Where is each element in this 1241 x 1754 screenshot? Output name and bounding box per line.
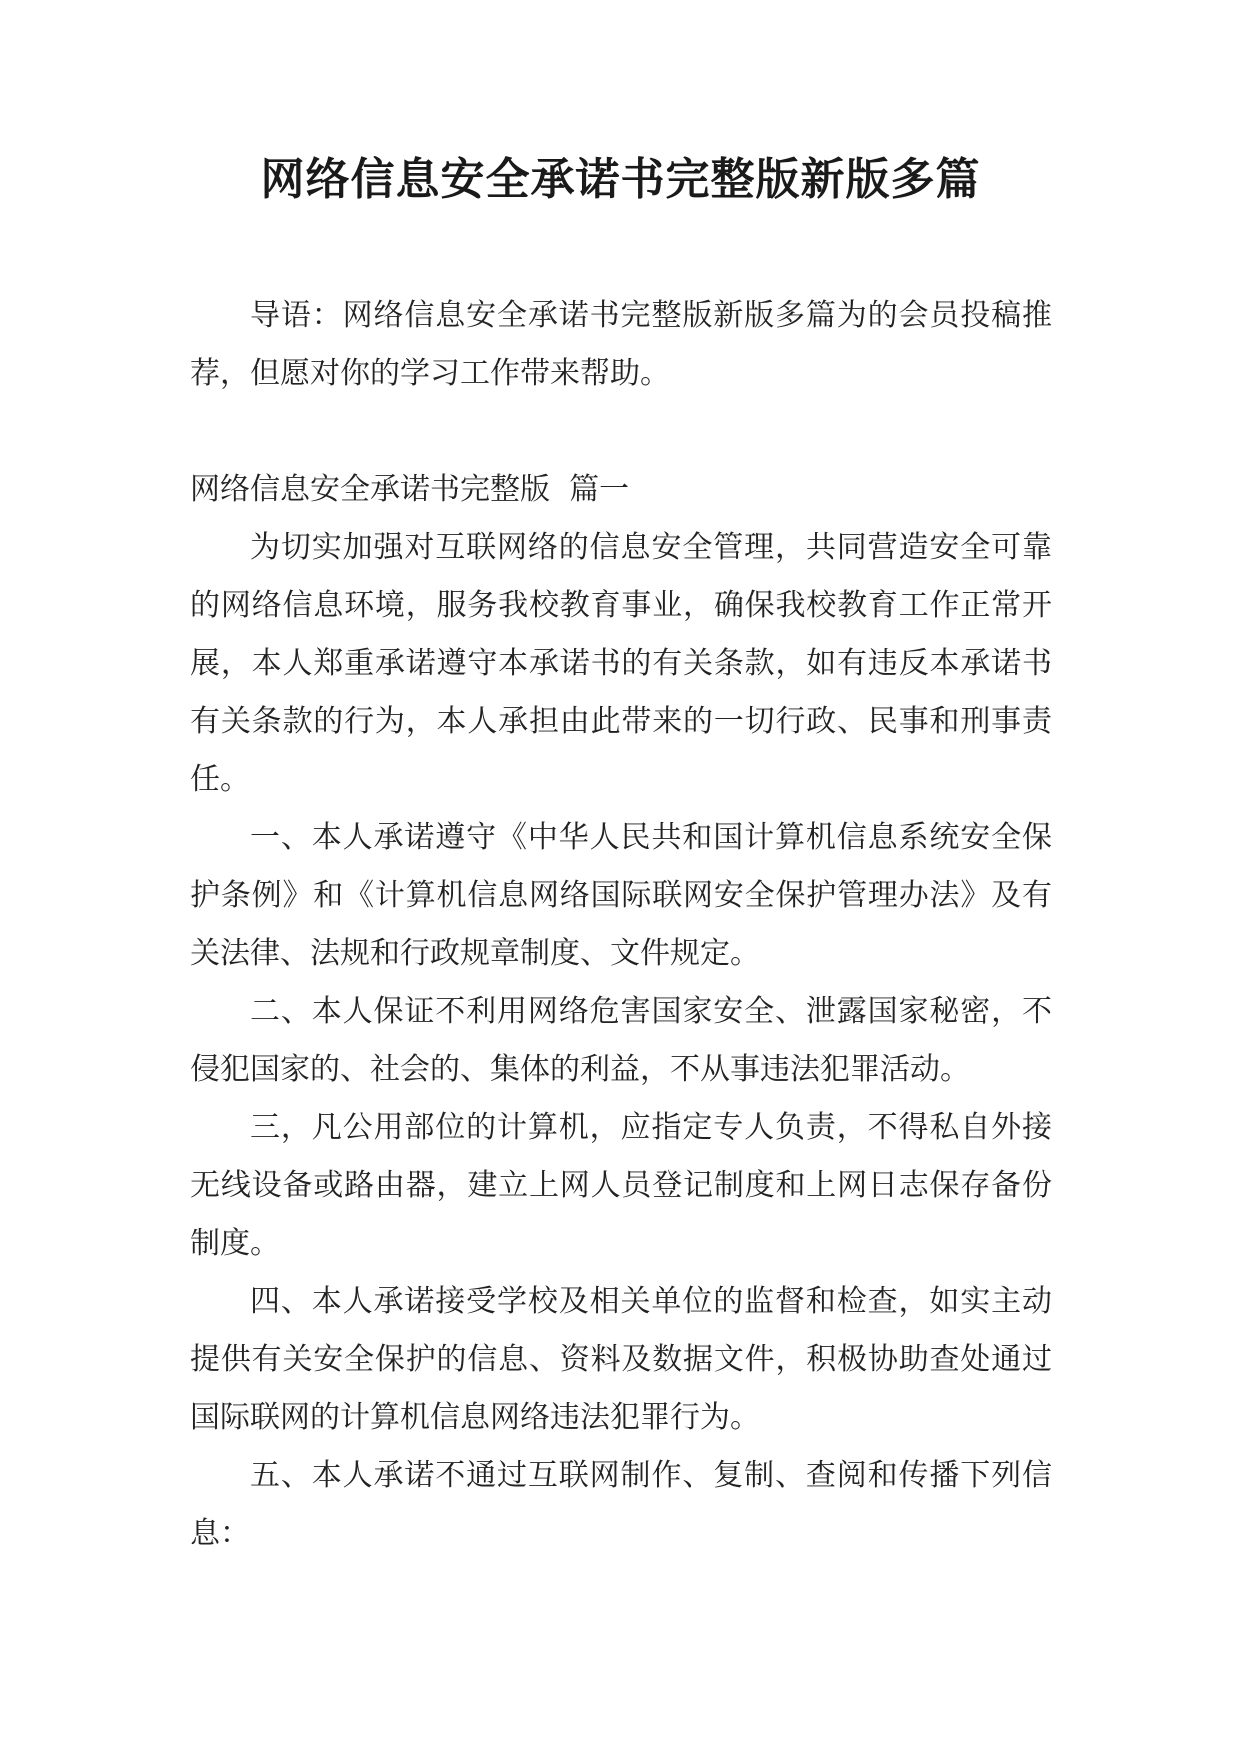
paragraph: 四、本人承诺接受学校及相关单位的监督和检查，如实主动提供有关安全保护的信息、资料及数据文件，积极协助查处通过国际联网的计算机信息网络违法犯罪行为。 xyxy=(190,1284,1052,1435)
document-body xyxy=(190,287,1052,1563)
intro-paragraph: 导语：网络信息安全承诺书完整版新版多篇为的会员投稿推荐，但愿对你的学习工作带来帮助。 xyxy=(190,298,1052,391)
section-heading: 网络信息安全承诺书完整版 篇一 xyxy=(190,472,630,507)
document-title: 网络信息安全承诺书完整版新版多篇 xyxy=(260,154,981,205)
paragraph: 一、本人承诺遵守《中华人民共和国计算机信息系统安全保护条例》和《计算机信息网络国际联网安全保护管理办法》及有关法律、法规和行政规章制度、文件规定。 xyxy=(190,820,1052,971)
paragraph: 五、本人承诺不通过互联网制作、复制、查阅和传播下列信息： xyxy=(190,1458,1052,1551)
paragraph: 二、本人保证不利用网络危害国家安全、泄露国家秘密，不侵犯国家的、社会的、集体的利益，不从事违法犯罪活动。 xyxy=(190,994,1052,1087)
paragraph: 为切实加强对互联网络的信息安全管理，共同营造安全可靠的网络信息环境，服务我校教育事业，确保我校教育工作正常开展，本人郑重承诺遵守本承诺书的有关条款，如有违反本承诺书有关条款的行为，本人承担由此带来的一切行政、民事和刑事责任。 xyxy=(190,530,1052,797)
spacer xyxy=(190,403,1052,461)
paragraph: 三，凡公用部位的计算机，应指定专人负责，不得私自外接无线设备或路由器，建立上网人员登记制度和上网日志保存备份制度。 xyxy=(190,1110,1052,1261)
